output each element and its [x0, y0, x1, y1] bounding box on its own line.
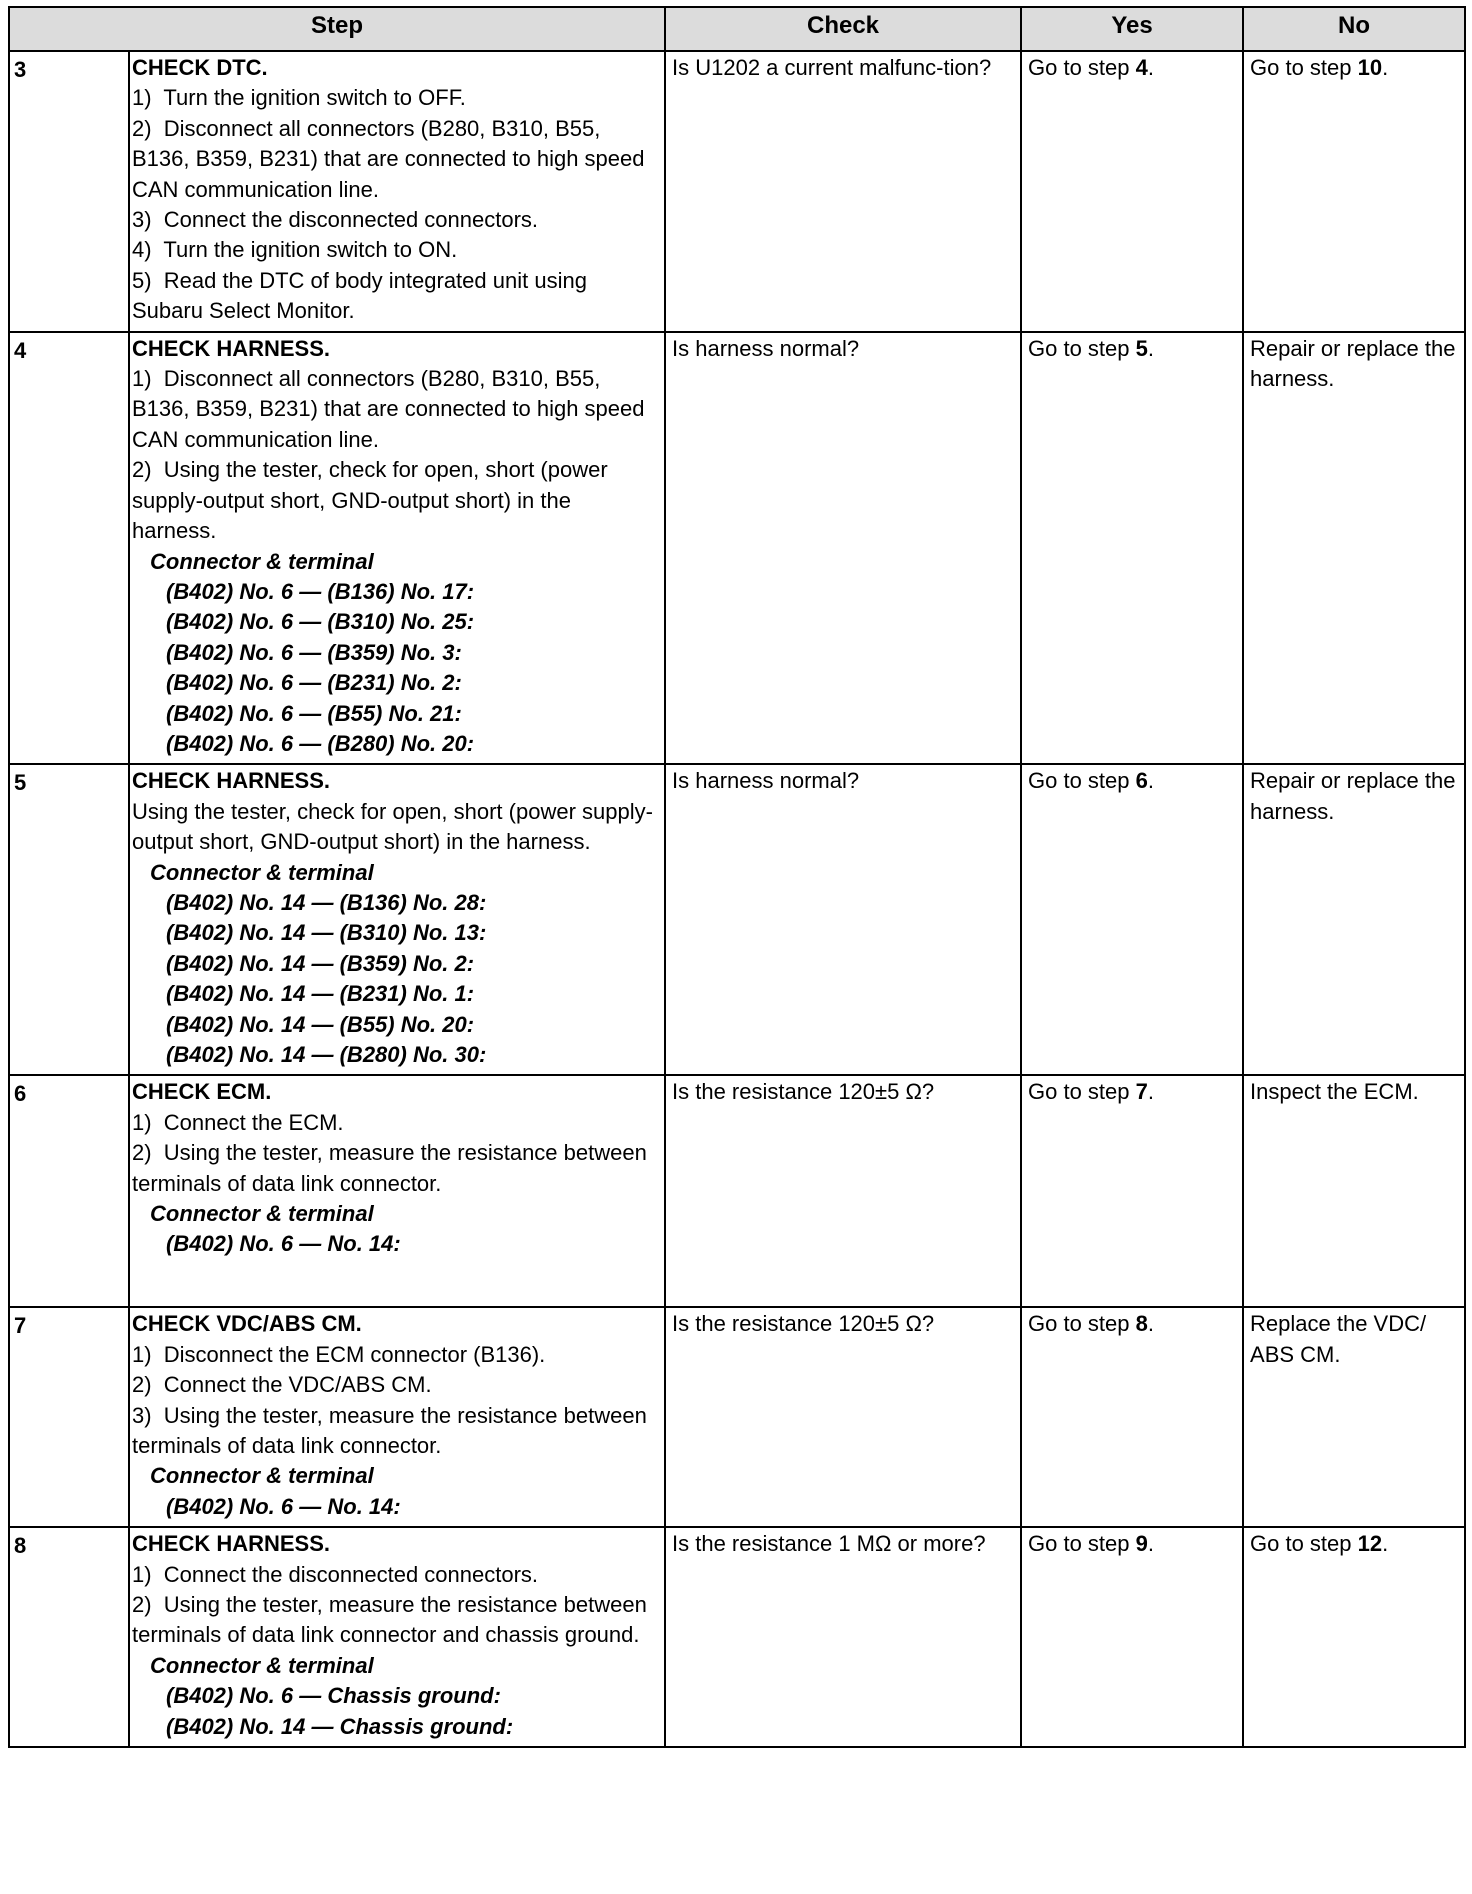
- step-title: CHECK VDC/ABS CM.: [132, 1311, 362, 1337]
- check-question: Is the resistance 120±5 Ω?: [665, 1075, 1021, 1307]
- yes-step-number: 4: [1135, 55, 1148, 80]
- connector-terminal-pair: (B402) No. 6 — (B359) No. 3:: [166, 639, 462, 665]
- connector-terminal-pair: (B402) No. 6 — (B280) No. 20:: [166, 730, 475, 756]
- table-row: [9, 51, 1465, 332]
- step-line: 2) Connect the VDC/ABS CM.: [132, 1372, 432, 1398]
- no-action-text: Go to step: [1250, 55, 1358, 80]
- no-action-text: Repair or replace the harness.: [1250, 335, 1456, 392]
- step-line: 3) Using the tester, measure the resistance between terminals of data link connector.: [132, 1402, 653, 1459]
- connector-terminal-pair: (B402) No. 6 — (B310) No. 25:: [166, 609, 475, 635]
- step-title: CHECK HARNESS.: [132, 768, 331, 794]
- yes-action-text: Go to step: [1028, 1531, 1136, 1557]
- diagnostic-procedure-table: [8, 6, 1464, 1748]
- step-line: 2) Disconnect all connectors (B280, B310, B55, B136, B359, B231) that are connected to high speed CAN communication line.: [132, 115, 651, 202]
- step-instructions: [129, 1075, 665, 1307]
- yes-action-suffix: .: [1147, 335, 1155, 361]
- yes-action: [1021, 764, 1243, 1075]
- yes-step-number: 6: [1135, 768, 1148, 794]
- yes-step-number: 9: [1135, 1531, 1148, 1557]
- table-header-row: [9, 7, 1465, 51]
- step-line: 1) Connect the disconnected connectors.: [132, 1561, 539, 1587]
- connector-terminal-label: Connector & terminal: [150, 859, 374, 885]
- step-line: Using the tester, check for open, short (power supply-output short, GND-output short) in the harness.: [132, 798, 653, 855]
- header-step: Step: [9, 7, 665, 51]
- yes-action-text: Go to step: [1028, 1079, 1136, 1105]
- step-number: 8: [9, 1527, 129, 1747]
- yes-step-number: 7: [1135, 1079, 1148, 1105]
- connector-terminal-pair: (B402) No. 6 — No. 14:: [166, 1231, 401, 1257]
- yes-action: [1021, 51, 1243, 332]
- step-instructions: [129, 51, 665, 332]
- header-yes: Yes: [1021, 7, 1243, 51]
- table-row: [9, 1527, 1465, 1747]
- connector-terminal-pair: (B402) No. 14 — Chassis ground:: [166, 1713, 514, 1739]
- no-action-suffix: .: [1382, 55, 1389, 80]
- yes-step-number: 8: [1135, 1311, 1148, 1337]
- yes-action: [1021, 1075, 1243, 1307]
- yes-action-suffix: .: [1147, 1079, 1155, 1105]
- connector-terminal-pair: (B402) No. 14 — (B231) No. 1:: [166, 981, 475, 1007]
- yes-action: [1021, 1307, 1243, 1527]
- step-title: CHECK HARNESS.: [132, 335, 331, 361]
- yes-action-text: Go to step: [1028, 768, 1136, 794]
- step-title: CHECK ECM.: [132, 1079, 272, 1105]
- connector-terminal-pair: (B402) No. 6 — (B136) No. 17:: [166, 578, 475, 604]
- table-row: [9, 1307, 1465, 1527]
- no-action: [1243, 51, 1465, 332]
- no-action-text: Repair or replace the harness.: [1250, 768, 1456, 824]
- yes-step-number: 5: [1135, 335, 1148, 361]
- no-step-number: 10: [1357, 55, 1383, 80]
- connector-terminal-pair: (B402) No. 14 — (B136) No. 28:: [166, 889, 487, 915]
- no-action-text: Inspect the ECM.: [1250, 1079, 1419, 1105]
- step-title: CHECK DTC.: [132, 55, 268, 80]
- connector-terminal-pair: (B402) No. 14 — (B310) No. 13:: [166, 920, 487, 946]
- troubleshooting-table: [8, 6, 1466, 1748]
- header-check: Check: [665, 7, 1021, 51]
- step-number: 5: [9, 764, 129, 1075]
- connector-terminal-label: Connector & terminal: [150, 1463, 374, 1489]
- step-instructions: [129, 1307, 665, 1527]
- step-number: 6: [9, 1075, 129, 1307]
- no-action: [1243, 1307, 1465, 1527]
- yes-action-suffix: .: [1147, 1311, 1155, 1337]
- connector-terminal-label: Connector & terminal: [150, 1652, 374, 1678]
- step-line: 1) Connect the ECM.: [132, 1109, 344, 1135]
- check-question: Is the resistance 1 MΩ or more?: [665, 1527, 1021, 1747]
- connector-terminal-pair: (B402) No. 14 — (B55) No. 20:: [166, 1011, 475, 1037]
- step-line: 2) Using the tester, check for open, short (power supply-output short, GND-output short) in the harness.: [132, 457, 614, 544]
- check-question: Is harness normal?: [665, 764, 1021, 1075]
- table-row: [9, 1075, 1465, 1307]
- step-instructions: [129, 764, 665, 1075]
- yes-action-suffix: .: [1147, 768, 1155, 794]
- no-action-suffix: .: [1382, 1531, 1389, 1557]
- yes-action-suffix: .: [1147, 1531, 1155, 1557]
- step-line: 1) Turn the ignition switch to OFF.: [132, 85, 466, 111]
- step-instructions: [129, 1527, 665, 1747]
- yes-action: [1021, 332, 1243, 765]
- no-action-text: Go to step: [1250, 1531, 1358, 1557]
- no-action: [1243, 1075, 1465, 1307]
- no-action: [1243, 332, 1465, 765]
- step-line: 2) Using the tester, measure the resistance between terminals of data link connector and chassis ground.: [132, 1592, 653, 1648]
- yes-action: [1021, 1527, 1243, 1747]
- check-question: Is the resistance 120±5 Ω?: [665, 1307, 1021, 1527]
- connector-terminal-pair: (B402) No. 6 — No. 14:: [166, 1493, 401, 1519]
- yes-action-text: Go to step: [1028, 335, 1136, 361]
- connector-terminal-pair: (B402) No. 14 — (B359) No. 2:: [166, 950, 475, 976]
- check-question: Is harness normal?: [665, 332, 1021, 765]
- step-number: 4: [9, 332, 129, 765]
- step-number: 7: [9, 1307, 129, 1527]
- step-number: 3: [9, 51, 129, 332]
- yes-action-text: Go to step: [1028, 55, 1136, 80]
- step-line: 4) Turn the ignition switch to ON.: [132, 237, 458, 263]
- no-action-text: Replace the VDC/ ABS CM.: [1250, 1311, 1427, 1367]
- table-row: [9, 332, 1465, 765]
- step-line: 2) Using the tester, measure the resistance between terminals of data link connector.: [132, 1140, 653, 1196]
- no-action: [1243, 764, 1465, 1075]
- connector-terminal-pair: (B402) No. 14 — (B280) No. 30:: [166, 1042, 487, 1067]
- no-action: [1243, 1527, 1465, 1747]
- table-row: [9, 764, 1465, 1075]
- step-line: 3) Connect the disconnected connectors.: [132, 207, 539, 233]
- connector-terminal-label: Connector & terminal: [150, 1201, 374, 1227]
- connector-terminal-pair: (B402) No. 6 — Chassis ground:: [166, 1683, 501, 1709]
- step-title: CHECK HARNESS.: [132, 1531, 331, 1557]
- connector-terminal-pair: (B402) No. 6 — (B55) No. 21:: [166, 700, 462, 726]
- step-line: 5) Read the DTC of body integrated unit using Subaru Select Monitor.: [132, 267, 594, 324]
- header-no: No: [1243, 7, 1465, 51]
- yes-action-text: Go to step: [1028, 1311, 1136, 1337]
- no-step-number: 12: [1357, 1531, 1383, 1557]
- yes-action-suffix: .: [1147, 55, 1155, 80]
- step-instructions: [129, 332, 665, 765]
- check-question: Is U1202 a current malfunc-tion?: [665, 51, 1021, 332]
- connector-terminal-pair: (B402) No. 6 — (B231) No. 2:: [166, 670, 462, 696]
- step-line: 1) Disconnect all connectors (B280, B310, B55, B136, B359, B231) that are connected to high speed CAN communication line.: [132, 366, 651, 452]
- step-line: 1) Disconnect the ECM connector (B136).: [132, 1341, 546, 1367]
- connector-terminal-label: Connector & terminal: [150, 548, 374, 574]
